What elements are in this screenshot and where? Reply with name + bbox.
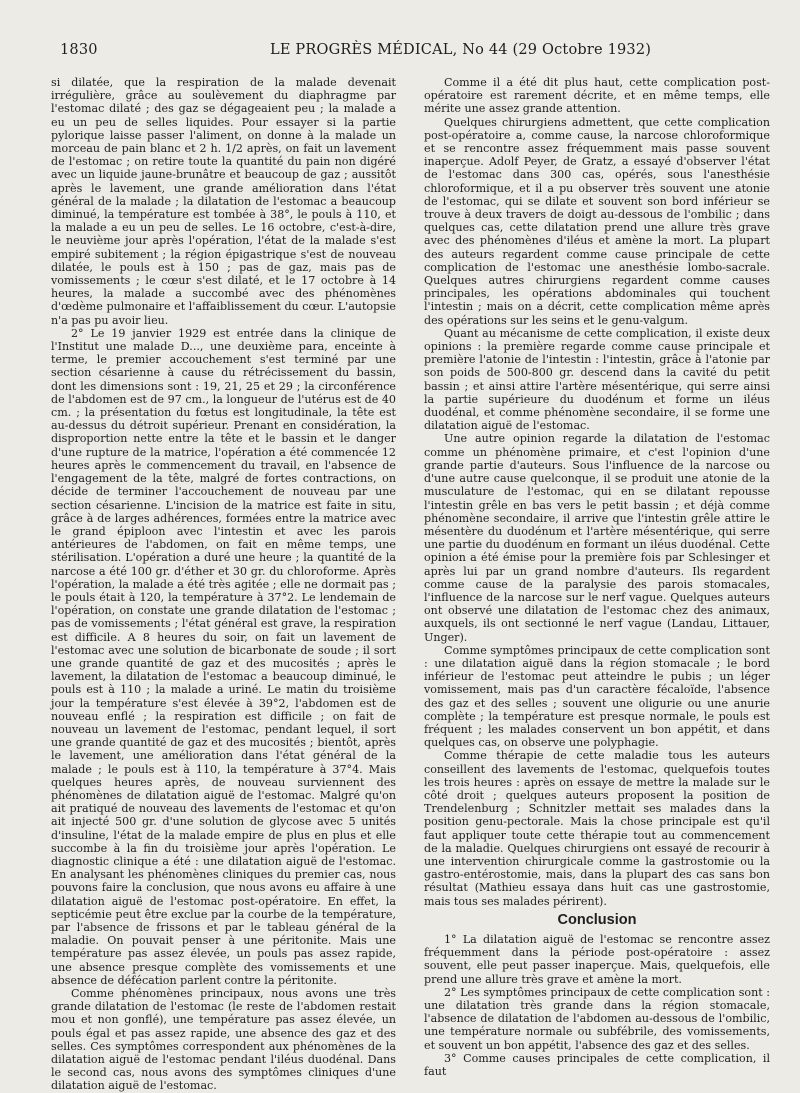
conclusion-item: 1° La dilatation aiguë de l'estomac se rencontre assez fréquemment dans la période post-opératoire : assez souvent, elle peut passer inaperçue. Mais, quelquefois, elle prend une allure très grave et amène la mort. — [424, 933, 770, 986]
left-column — [51, 76, 396, 1093]
conclusion-heading: Conclusion — [557, 911, 637, 928]
conclusion-item: 3° Comme causes principales de cette complication, il faut — [424, 1051, 770, 1079]
paragraph: Comme symptômes principaux de cette complication sont : une dilatation aiguë dans la région stomacale ; le bord inférieur de l'estomac peut atteindre le pubis ; un léger vomissement, mais pas d'un caractère fécaloïde, l'absence des gaz et des selles ; souvent une oligurie ou une anurie complète ; la température est presque normale, le pouls est fréquent ; les malades conservent un bon appétit, et dans quelques cas, on observe une polyphagie. — [424, 643, 770, 750]
paragraph: 2° Le 19 janvier 1929 est entrée dans la clinique de l'Institut une malade D..., une deuxième para, enceinte à terme, le premier accouchement s'est terminé par une section césarienne à cause du rétrécissement du bassin, dont les dimensions sont : 19, 21, 25 et 29 ; la circonférence de l'abdomen est de 97 cm., la longueur de l'utérus est de 40 cm. ; la présentation du fœtus est longitudinale, la tête est au-dessus du détroit supérieur. Prenant en considération, la disproportion nette entre la tête et le bassin et le danger d'une rupture de la matrice, l'opération a été commencée 12 heures après le commencement du travail, en l'absence de l'engagement de la tête, malgré de fortes contractions, on décide de terminer l'accouchement de nouveau par une section césarienne. L'incision de la matrice est faite in situ, grâce à de larges adhérences, formées entre la matrice avec le grand épiploon avec l'intestin et avec les parois antérieures de l'abdomen, on fait en même temps, une stérilisation. L'opération a duré une heure ; la quantité de la narcose a été 100 gr. d'éther et 30 gr. du chloroforme. Après l'opération, la malade a été très agitée ; elle ne dormait pas ; le pouls était à 120, la température à 37°2. Le lendemain de l'opération, on constate une grande dilatation de l'estomac ; pas de vomissements ; l'état général est grave, la respiration est difficile. A 8 heures du soir, on fait un lavement de l'estomac avec une solution de bicarbonate de soude ; il sort une grande quantité de gaz et des mucosités ; après le lavement, la dilatation de l'estomac a beaucoup diminué, le pouls est à 110 ; la malade a uriné. Le matin du troisième jour la température s'est élevée à 39°2, l'abdomen est de nouveau enflé ; la respiration est difficile ; on fait de nouveau un lavement de l'estomac, pendant lequel, il sort une grande quantité de gaz et des mucosités ; bientôt, après le lavement, une amélioration dans l'état général de la malade ; le pouls est à 110, la température à 37°4. Mais quelques heures après, de nouveau surviennent des phénomènes de dilatation aiguë de l'estomac. Malgré qu'on ait pratiqué de nouveau des lavements de l'estomac et qu'on ait injecté 500 gr. d'une solution de glycose avec 5 unités d'insuline, l'état de la malade empire de plus en plus et elle succombe à la fin du troisième jour après l'opération. Le diagnostic clinique a été : une dilatation aiguë de l'estomac. En analysant les phénomènes cliniques du premier cas, nous pouvons faire la conclusion, que nous avons eu affaire à une dilatation aiguë de l'estomac post-opératoire. En effet, la septicémie peut être exclue par la courbe de la température, par l'absence de frissons et par le tableau général de la maladie. On pouvait penser à une péritonite. Mais une température pas assez élevée, un pouls pas assez rapide, une absence presque complète des vomissements et une absence de défécation parlent contre la péritonite. — [51, 326, 396, 987]
paragraph: Une autre opinion regarde la dilatation de l'estomac comme un phénomène primaire, et c'est l'opinion d'une grande partie d'auteurs. Sous l'influence de la narcose ou d'une autre cause quelconque, il se produit une atonie de la musculature de l'estomac, qui en se dilatant repousse l'intestin grêle en bas vers le petit bassin ; et déjà comme phénomène secondaire, il arrive que l'intestin grêle attire le mésentère du duodénum et l'artère mésentérique, qui serre une partie du duodénum en formant un iléus duodénal. Cette opinion a été émise pour la première fois par Schlesinger et après lui par un grand nombre d'auteurs. Ils regardent comme cause de la paralysie des parois stomacales, l'influence de la narcose sur le nerf vague. Quelques auteurs ont observé une dilatation de l'estomac chez des animaux, auxquels, ils ont sectionné le nerf vague (Landau, Littauer, Unger). — [424, 432, 770, 644]
paragraph: Comme il a été dit plus haut, cette complication post-opératoire est rarement décrite, et en même temps, elle mérite une assez grande attention. — [424, 76, 770, 116]
paragraph: si dilatée, que la respiration de la malade devenait irrégulière, grâce au soulèvement du diaphragme par l'estomac dilaté ; des gaz se dégageaient peu ; la malade a eu un peu de selles liquides. Pour essayer si la partie pylorique laisse passer l'aliment, on donne à la malade un morceau de pain blanc et 2 h. 1/2 après, on fait un lavement de l'estomac ; on retire toute la quantité du pain non digéré avec un liquide jaune-brunâtre et beaucoup de gaz ; aussitôt après le lavement, une grande amélioration dans l'état général de la malade ; la dilatation de l'estomac a beaucoup diminué, la température est tombée à 38°, le pouls à 110, et la malade a eu un peu de selles. Le 16 octobre, c'est-à-dire, le neuvième jour après l'opération, l'état de la malade s'est empiré subitement ; la région épigastrique s'est de nouveau dilatée, le pouls est à 150 ; pas de gaz, mais pas de vomissements ; le cœur s'est dilaté, et le 17 octobre à 14 heures, la malade a succombé avec des phénomènes d'œdème pulmonaire et l'affaiblissement du cœur. L'autopsie n'a pas pu avoir lieu. — [51, 76, 396, 327]
paragraph: Comme thérapie de cette maladie tous les auteurs conseillent des lavements de l'estomac, quelquefois toutes les trois heures : après on essaye de mettre la malade sur le côté droit ; quelques auteurs proposent la position de Trendelenburg ; Schnitzler mettait ses malades dans la position genu-pectorale. Mais la chose principale est qu'il faut appliquer toute cette thérapie tout au commencement de la maladie. Quelques chirurgiens ont essayé de recourir à une intervention chirurgicale comme la gastrostomie ou la gastro-entérostomie, mais, dans la plupart des cas sans bon résultat (Mathieu essaya dans huit cas une gastrostomie, mais tous ses malades périrent). — [424, 749, 770, 908]
conclusion-item: 2° Les symptômes principaux de cette complication sont : une dilatation très grande dans la région stomacale, l'absence de dilatation de l'abdomen au-dessous de l'ombilic, une température normale ou subfébrile, des vomissements, et souvent un bon appétit, l'absence des gaz et des selles. — [424, 985, 770, 1052]
paragraph: Quant au mécanisme de cette complication, il existe deux opinions : la première regarde comme cause principale et première l'atonie de l'intestin : l'intestin, grâce à l'atonie par son poids de 500-800 gr. descend dans la cavité du petit bassin ; et ainsi attire l'artère mésentérique, qui serre ainsi la partie supérieure du duodénum et forme un iléus duodénal, et comme phénomène secondaire, il se forme une dilatation aiguë de l'estomac. — [424, 326, 770, 433]
running-header — [60, 42, 780, 62]
page-number: 1830 — [60, 42, 98, 58]
running-title: LE PROGRÈS MÉDICAL, No 44 (29 Octobre 1932) — [270, 42, 652, 58]
paragraph: Quelques chirurgiens admettent, que cette complication post-opératoire a, comme cause, la narcose chloroformique et se rencontre assez fréquemment mais passe souvent inaperçue. Adolf Peyer, de Gratz, a essayé d'observer l'état de l'estomac dans 300 cas, opérés, sous l'anesthésie chloroformique, et il a pu observer très souvent une atonie de l'estomac, qui se dilate et souvent son bord inférieur se trouve à deux travers de doigt au-dessous de l'ombilic ; dans quelques cas, cette dilatation prend une allure très grave avec des phénomènes d'iléus et amène la mort. La plupart des auteurs regardent comme cause principale de cette complication de l'estomac une anesthésie lombo-sacrale. Quelques autres chirurgiens regardent comme causes principales, les opérations abdominales qui touchent l'intestin ; mais on a décrit, cette complication même après des opérations sur les seins et le genu-valgum. — [424, 115, 770, 327]
right-column — [424, 76, 770, 1078]
paragraph: Comme phénomènes principaux, nous avons une très grande dilatation de l'estomac (le reste de l'abdomen restait mou et non gonflé), une température pas assez élevée, un pouls égal et pas assez rapide, une absence des gaz et des selles. Ces symptômes correspondent aux phénomènes de la dilatation aiguë de l'estomac pendant l'iléus duodénal. Dans le second cas, nous avons des symptômes cliniques d'une dilatation aiguë de l'estomac. — [51, 987, 396, 1093]
